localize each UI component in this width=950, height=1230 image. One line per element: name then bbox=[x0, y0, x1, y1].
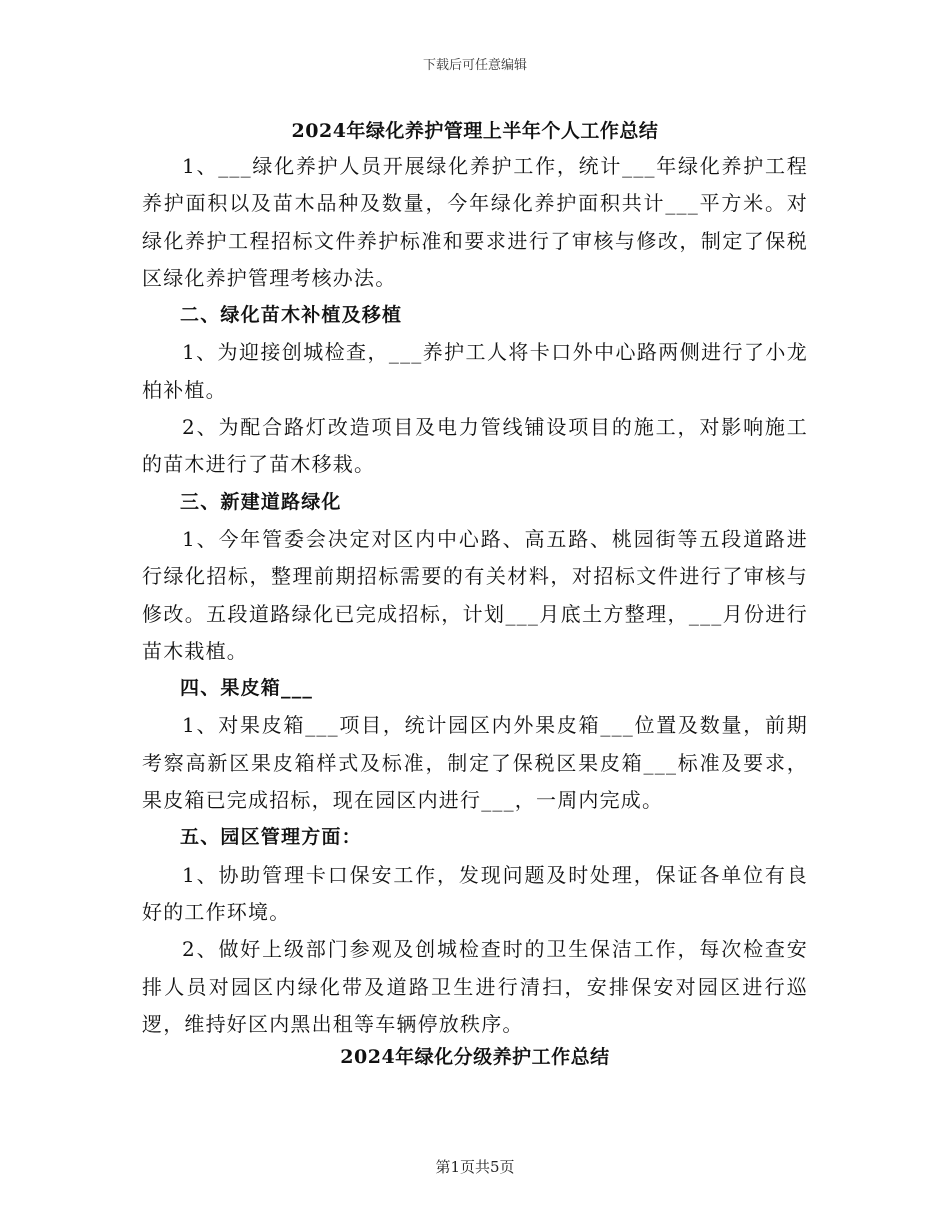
second-document-title: 2024年绿化分级养护工作总结 bbox=[340, 1046, 610, 1068]
document-title: 2024年绿化养护管理上半年个人工作总结 bbox=[291, 120, 659, 142]
paragraph: 1、___绿化养护人员开展绿化养护工作，统计___年绿化养护工程养护面积以及苗木品种及数量，今年绿化养护面积共计___平方米。对绿化养护工程招标文件养护标准和要求进行了审核与修改，制定了保税区绿化养护管理考核办法。 bbox=[142, 154, 808, 290]
paragraph: 1、协助管理卡口保安工作，发现问题及时处理，保证各单位有良好的工作环境。 bbox=[142, 862, 808, 924]
paragraph: 2、为配合路灯改造项目及电力管线铺设项目的施工，对影响施工的苗木进行了苗木移栽。 bbox=[142, 415, 808, 477]
page-footer: 第1页共5页 bbox=[435, 1158, 515, 1176]
section-heading: 二、绿化苗木补植及移植 bbox=[180, 304, 403, 327]
paragraph: 1、今年管委会决定对区内中心路、高五路、桃园街等五段道路进行绿化招标，整理前期招标需要的有关材料，对招标文件进行了审核与修改。五段道路绿化已完成招标，计划___月底土方整理，___月份进行苗木栽植。 bbox=[142, 526, 808, 663]
section-heading: 三、新建道路绿化 bbox=[180, 490, 342, 513]
page-header-note: 下载后可任意编辑 bbox=[422, 58, 527, 73]
paragraph: 2、做好上级部门参观及创城检查时的卫生保洁工作，每次检查安排人员对园区内绿化带及道路卫生进行清扫，安排保安对园区进行巡逻，维持好区内黑出租等车辆停放秩序。 bbox=[142, 937, 808, 1036]
section-heading: 五、园区管理方面： bbox=[180, 826, 362, 849]
section-heading: 四、果皮箱___ bbox=[180, 677, 314, 700]
paragraph: 1、对果皮箱___项目，统计园区内外果皮箱___位置及数量，前期考察高新区果皮箱样式及标准，制定了保税区果皮箱___标准及要求，果皮箱已完成招标，现在园区内进行___，一周内完成。 bbox=[142, 713, 808, 813]
document-body bbox=[142, 148, 808, 1043]
paragraph: 1、为迎接创城检查，___养护工人将卡口外中心路两侧进行了小龙柏补植。 bbox=[142, 340, 808, 402]
